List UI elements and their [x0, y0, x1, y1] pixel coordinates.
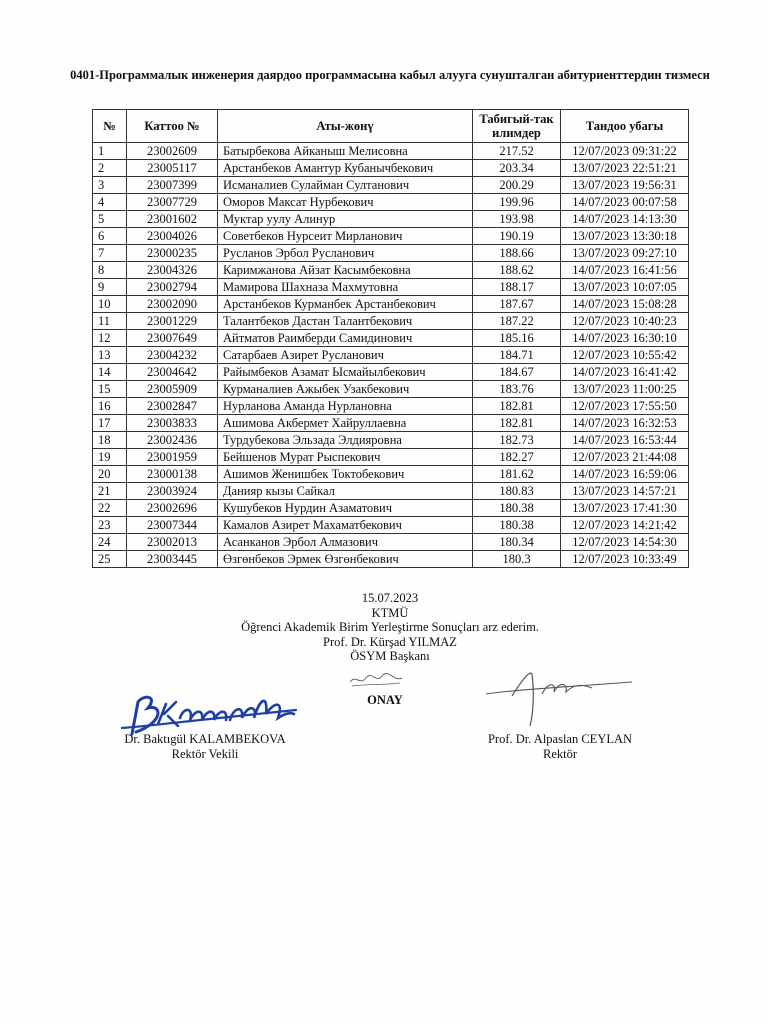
- choice-time: 13/07/2023 09:27:10: [561, 245, 689, 262]
- row-number: 10: [93, 296, 127, 313]
- footer-block: [160, 591, 620, 664]
- score: 199.96: [473, 194, 561, 211]
- full-name: Муктар уулу Алинур: [218, 211, 473, 228]
- choice-time: 14/07/2023 16:41:42: [561, 364, 689, 381]
- full-name: Курманалиев Ажыбек Узакбекович: [218, 381, 473, 398]
- full-name: Айтматов Раимберди Самидинович: [218, 330, 473, 347]
- table-row: [93, 449, 689, 466]
- registration-number: 23002090: [127, 296, 218, 313]
- registration-number: 23001959: [127, 449, 218, 466]
- row-number: 23: [93, 517, 127, 534]
- choice-time: 12/07/2023 17:55:50: [561, 398, 689, 415]
- full-name: Мамирова Шахназа Махмутовна: [218, 279, 473, 296]
- score: 183.76: [473, 381, 561, 398]
- registration-number: 23003924: [127, 483, 218, 500]
- row-number: 8: [93, 262, 127, 279]
- full-name: Исманалиев Сулайман Султанович: [218, 177, 473, 194]
- table-row: [93, 313, 689, 330]
- choice-time: 12/07/2023 10:33:49: [561, 551, 689, 568]
- ceylan-signature: [482, 660, 642, 730]
- row-number: 22: [93, 500, 127, 517]
- table-header-row: [93, 110, 689, 143]
- full-name: Нурланова Аманда Нурлановна: [218, 398, 473, 415]
- left-signatory-title: Rektör Vekili: [171, 746, 239, 761]
- registration-number: 23001602: [127, 211, 218, 228]
- score: 181.62: [473, 466, 561, 483]
- row-number: 20: [93, 466, 127, 483]
- full-name: Камалов Азирет Махаматбекович: [218, 517, 473, 534]
- table-row: [93, 432, 689, 449]
- table-row: [93, 364, 689, 381]
- row-number: 2: [93, 160, 127, 177]
- full-name: Каримжанова Айзат Касымбековна: [218, 262, 473, 279]
- choice-time: 14/07/2023 16:59:06: [561, 466, 689, 483]
- choice-time: 14/07/2023 16:41:56: [561, 262, 689, 279]
- table-row: [93, 177, 689, 194]
- header-choice-time: Тандоо убагы: [561, 110, 689, 143]
- full-name: Батырбекова Айканыш Мелисовна: [218, 143, 473, 160]
- registration-number: 23001229: [127, 313, 218, 330]
- footer-signer-title: ÖSYM Başkanı: [350, 649, 430, 663]
- table-row: [93, 517, 689, 534]
- score: 188.66: [473, 245, 561, 262]
- choice-time: 12/07/2023 21:44:08: [561, 449, 689, 466]
- row-number: 9: [93, 279, 127, 296]
- registration-number: 23002794: [127, 279, 218, 296]
- table-body: [93, 143, 689, 568]
- registration-number: 23003833: [127, 415, 218, 432]
- full-name: Арстанбеков Амантур Кубанычбекович: [218, 160, 473, 177]
- score: 184.67: [473, 364, 561, 381]
- full-name: Арстанбеков Курманбек Арстанбекович: [218, 296, 473, 313]
- footer-organization: KTMÜ: [371, 605, 409, 620]
- score: 190.19: [473, 228, 561, 245]
- right-signatory-title: Rektör: [542, 746, 578, 761]
- choice-time: 13/07/2023 10:07:05: [561, 279, 689, 296]
- full-name: Советбеков Нурсеит Мирланович: [218, 228, 473, 245]
- table-row: [93, 534, 689, 551]
- full-name: Райымбеков Азамат Ысмайылбекович: [218, 364, 473, 381]
- choice-time: 12/07/2023 10:40:23: [561, 313, 689, 330]
- table-row: [93, 551, 689, 568]
- registration-number: 23002696: [127, 500, 218, 517]
- right-signatory-name: Prof. Dr. Alpaslan CEYLAN: [487, 732, 633, 746]
- choice-time: 14/07/2023 16:30:10: [561, 330, 689, 347]
- footer-statement: Öğrenci Akademik Birim Yerleştirme Sonuçları arz ederim.: [241, 620, 539, 634]
- score: 182.27: [473, 449, 561, 466]
- table-row: [93, 194, 689, 211]
- row-number: 5: [93, 211, 127, 228]
- registration-number: 23005117: [127, 160, 218, 177]
- row-number: 17: [93, 415, 127, 432]
- row-number: 19: [93, 449, 127, 466]
- score: 180.34: [473, 534, 561, 551]
- left-signatory: [100, 732, 310, 761]
- choice-time: 13/07/2023 17:41:30: [561, 500, 689, 517]
- table-row: [93, 500, 689, 517]
- registration-number: 23007399: [127, 177, 218, 194]
- header-full-name: Аты-жөнү: [218, 110, 473, 143]
- row-number: 6: [93, 228, 127, 245]
- full-name: Талантбеков Дастан Талантбекович: [218, 313, 473, 330]
- row-number: 7: [93, 245, 127, 262]
- score: 185.16: [473, 330, 561, 347]
- row-number: 11: [93, 313, 127, 330]
- score: 182.81: [473, 398, 561, 415]
- choice-time: 14/07/2023 14:13:30: [561, 211, 689, 228]
- registration-number: 23004232: [127, 347, 218, 364]
- registration-number: 23000235: [127, 245, 218, 262]
- table-row: [93, 466, 689, 483]
- table-row: [93, 262, 689, 279]
- row-number: 15: [93, 381, 127, 398]
- table-row: [93, 296, 689, 313]
- left-signatory-name: Dr. Baktıgül KALAMBEKOVA: [124, 732, 286, 746]
- full-name: Бейшенов Мурат Рыспекович: [218, 449, 473, 466]
- full-name: Ашимова Акбермет Хайруллаевна: [218, 415, 473, 432]
- row-number: 12: [93, 330, 127, 347]
- choice-time: 13/07/2023 11:00:25: [561, 381, 689, 398]
- footer-signer-name: Prof. Dr. Kürşad YILMAZ: [323, 634, 457, 649]
- table-row: [93, 347, 689, 364]
- header-number: №: [93, 110, 127, 143]
- choice-time: 12/07/2023 14:54:30: [561, 534, 689, 551]
- registration-number: 23005909: [127, 381, 218, 398]
- choice-time: 14/07/2023 00:07:58: [561, 194, 689, 211]
- score: 188.17: [473, 279, 561, 296]
- right-signatory: [460, 732, 660, 761]
- applicants-table: [92, 109, 689, 568]
- registration-number: 23002436: [127, 432, 218, 449]
- table-row: [93, 228, 689, 245]
- full-name: Данияр кызы Сайкал: [218, 483, 473, 500]
- score: 180.83: [473, 483, 561, 500]
- table-row: [93, 211, 689, 228]
- choice-time: 13/07/2023 13:30:18: [561, 228, 689, 245]
- table-row: [93, 330, 689, 347]
- table-row: [93, 398, 689, 415]
- row-number: 14: [93, 364, 127, 381]
- score: 184.71: [473, 347, 561, 364]
- header-registration: Каттоо №: [127, 110, 218, 143]
- registration-number: 23002847: [127, 398, 218, 415]
- table-row: [93, 415, 689, 432]
- full-name: Турдубекова Эльзада Элдияровна: [218, 432, 473, 449]
- row-number: 13: [93, 347, 127, 364]
- choice-time: 12/07/2023 14:21:42: [561, 517, 689, 534]
- score: 200.29: [473, 177, 561, 194]
- score: 187.67: [473, 296, 561, 313]
- table-row: [93, 483, 689, 500]
- score: 180.3: [473, 551, 561, 568]
- choice-time: 14/07/2023 15:08:28: [561, 296, 689, 313]
- score: 188.62: [473, 262, 561, 279]
- score: 203.34: [473, 160, 561, 177]
- row-number: 18: [93, 432, 127, 449]
- row-number: 25: [93, 551, 127, 568]
- row-number: 1: [93, 143, 127, 160]
- score: 217.52: [473, 143, 561, 160]
- registration-number: 23007649: [127, 330, 218, 347]
- score: 182.81: [473, 415, 561, 432]
- registration-number: 23000138: [127, 466, 218, 483]
- approval-label: ONAY: [367, 693, 403, 707]
- score: 187.22: [473, 313, 561, 330]
- row-number: 4: [93, 194, 127, 211]
- row-number: 16: [93, 398, 127, 415]
- full-name: Өзгөнбеков Эрмек Өзгөнбекович: [218, 551, 473, 568]
- table-row: [93, 143, 689, 160]
- registration-number: 23004026: [127, 228, 218, 245]
- score: 180.38: [473, 517, 561, 534]
- row-number: 24: [93, 534, 127, 551]
- choice-time: 12/07/2023 10:55:42: [561, 347, 689, 364]
- table-row: [93, 245, 689, 262]
- row-number: 3: [93, 177, 127, 194]
- registration-number: 23002013: [127, 534, 218, 551]
- score: 193.98: [473, 211, 561, 228]
- header-score: Табигый-так илимдер: [473, 110, 561, 143]
- full-name: Сатарбаев Азирет Русланович: [218, 347, 473, 364]
- choice-time: 14/07/2023 16:32:53: [561, 415, 689, 432]
- choice-time: 14/07/2023 16:53:44: [561, 432, 689, 449]
- registration-number: 23007344: [127, 517, 218, 534]
- document-title: 0401-Программалык инженерия даярдоо программасына кабыл алууга сунушталган абитуриенттердин тизмеси: [70, 68, 710, 82]
- full-name: Русланов Эрбол Русланович: [218, 245, 473, 262]
- registration-number: 23002609: [127, 143, 218, 160]
- table-row: [93, 279, 689, 296]
- registration-number: 23003445: [127, 551, 218, 568]
- score: 182.73: [473, 432, 561, 449]
- choice-time: 12/07/2023 09:31:22: [561, 143, 689, 160]
- full-name: Асанканов Эрбол Алмазович: [218, 534, 473, 551]
- full-name: Кушубеков Нурдин Азаматович: [218, 500, 473, 517]
- registration-number: 23004642: [127, 364, 218, 381]
- initials-signature: [346, 670, 406, 690]
- choice-time: 13/07/2023 14:57:21: [561, 483, 689, 500]
- table-row: [93, 160, 689, 177]
- full-name: Ашимов Женишбек Токтобекович: [218, 466, 473, 483]
- footer-date: 15.07.2023: [361, 591, 419, 605]
- full-name: Оморов Максат Нурбекович: [218, 194, 473, 211]
- choice-time: 13/07/2023 19:56:31: [561, 177, 689, 194]
- table-row: [93, 381, 689, 398]
- score: 180.38: [473, 500, 561, 517]
- registration-number: 23007729: [127, 194, 218, 211]
- registration-number: 23004326: [127, 262, 218, 279]
- row-number: 21: [93, 483, 127, 500]
- choice-time: 13/07/2023 22:51:21: [561, 160, 689, 177]
